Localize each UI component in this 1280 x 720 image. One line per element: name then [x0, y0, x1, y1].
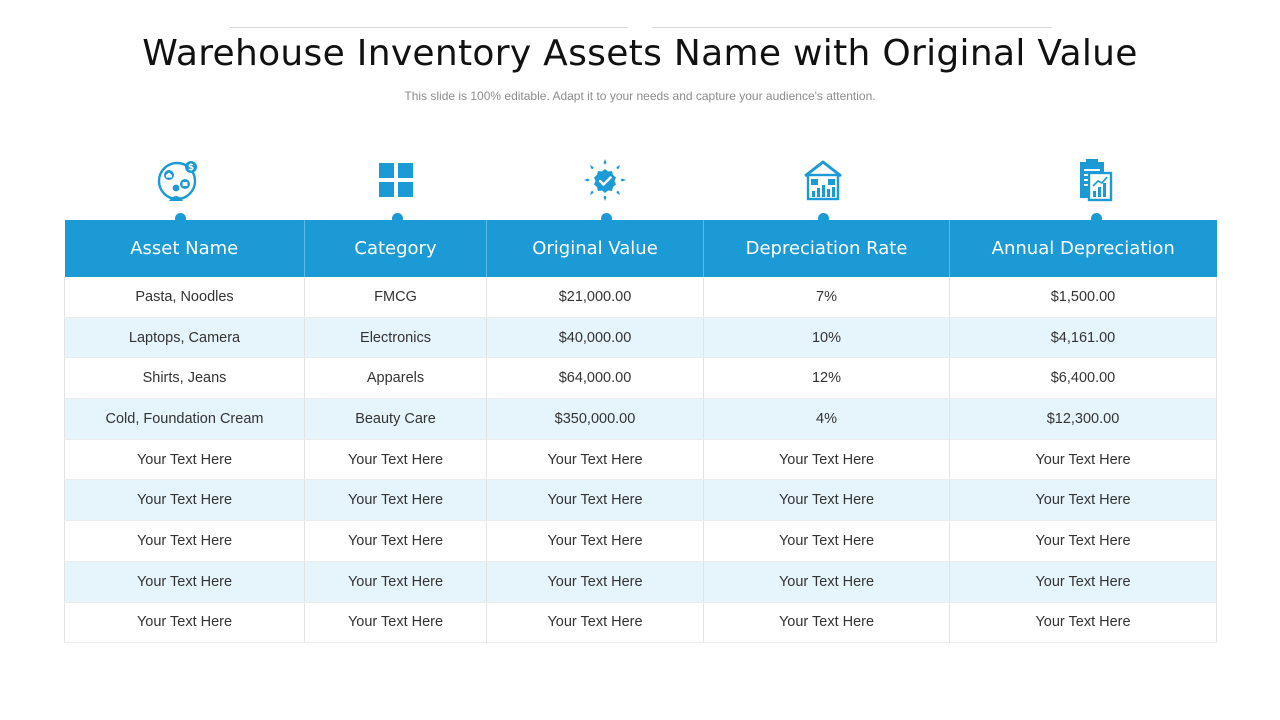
- cell-category: FMCG: [305, 277, 487, 317]
- cell-category: Your Text Here: [305, 480, 487, 521]
- category-grid-icon: [372, 156, 420, 204]
- cell-asset-name: Laptops, Camera: [65, 317, 305, 358]
- cell-original-value: $64,000.00: [487, 358, 704, 399]
- cell-category: Your Text Here: [305, 439, 487, 480]
- house-chart-icon: [799, 156, 847, 204]
- cell-annual-depreciation: Your Text Here: [950, 439, 1217, 480]
- cell-depreciation-rate: 10%: [704, 317, 950, 358]
- table-row: [65, 317, 1217, 358]
- cell-original-value: $40,000.00: [487, 317, 704, 358]
- cell-annual-depreciation: $1,500.00: [950, 277, 1217, 317]
- cell-asset-name: Shirts, Jeans: [65, 358, 305, 399]
- svg-text:$: $: [187, 163, 195, 174]
- cell-annual-depreciation: Your Text Here: [950, 480, 1217, 521]
- cell-depreciation-rate: Your Text Here: [704, 480, 950, 521]
- column-header-annual-depreciation: Annual Depreciation: [950, 220, 1217, 277]
- cell-category: Electronics: [305, 317, 487, 358]
- column-marker-dot: [818, 213, 829, 224]
- cell-annual-depreciation: Your Text Here: [950, 561, 1217, 602]
- table-header-row: [65, 220, 1217, 277]
- cell-annual-depreciation: Your Text Here: [950, 602, 1217, 643]
- table-row: [65, 277, 1217, 317]
- cell-category: Your Text Here: [305, 602, 487, 643]
- cell-category: Apparels: [305, 358, 487, 399]
- table-row: [65, 602, 1217, 643]
- page-title: Warehouse Inventory Assets Name with Original Value: [142, 33, 1138, 74]
- verified-badge-icon: [581, 156, 629, 204]
- asset-network-icon: [155, 156, 203, 204]
- cell-depreciation-rate: Your Text Here: [704, 439, 950, 480]
- title-divider-right: [652, 27, 1052, 28]
- cell-depreciation-rate: 12%: [704, 358, 950, 399]
- cell-asset-name: Cold, Foundation Cream: [65, 399, 305, 440]
- column-header-category: Category: [305, 220, 487, 277]
- cell-annual-depreciation: $6,400.00: [950, 358, 1217, 399]
- column-marker-dot: [175, 213, 186, 224]
- cell-category: Your Text Here: [305, 561, 487, 602]
- table-row: [65, 521, 1217, 562]
- cell-asset-name: Your Text Here: [65, 561, 305, 602]
- page-subtitle: This slide is 100% editable. Adapt it to your needs and capture your audience's attention.: [404, 89, 876, 103]
- cell-asset-name: Your Text Here: [65, 480, 305, 521]
- cell-asset-name: Your Text Here: [65, 602, 305, 643]
- cell-depreciation-rate: 4%: [704, 399, 950, 440]
- asset-table: [64, 220, 1217, 643]
- title-divider-left: [230, 27, 628, 28]
- cell-asset-name: Your Text Here: [65, 439, 305, 480]
- column-marker-dot: [392, 213, 403, 224]
- report-chart-icon: [1072, 156, 1120, 204]
- cell-original-value: $21,000.00: [487, 277, 704, 317]
- cell-depreciation-rate: Your Text Here: [704, 561, 950, 602]
- column-header-depreciation-rate: Depreciation Rate: [704, 220, 950, 277]
- cell-annual-depreciation: Your Text Here: [950, 521, 1217, 562]
- cell-category: Your Text Here: [305, 521, 487, 562]
- cell-asset-name: Your Text Here: [65, 521, 305, 562]
- table-row: [65, 561, 1217, 602]
- cell-original-value: Your Text Here: [487, 602, 704, 643]
- cell-depreciation-rate: Your Text Here: [704, 521, 950, 562]
- cell-depreciation-rate: Your Text Here: [704, 602, 950, 643]
- cell-original-value: Your Text Here: [487, 480, 704, 521]
- cell-original-value: Your Text Here: [487, 439, 704, 480]
- table-row: [65, 480, 1217, 521]
- cell-asset-name: Pasta, Noodles: [65, 277, 305, 317]
- table-row: [65, 439, 1217, 480]
- cell-original-value: $350,000.00: [487, 399, 704, 440]
- cell-annual-depreciation: $4,161.00: [950, 317, 1217, 358]
- table-row: [65, 399, 1217, 440]
- column-marker-dot: [601, 213, 612, 224]
- cell-original-value: Your Text Here: [487, 521, 704, 562]
- column-marker-dot: [1091, 213, 1102, 224]
- cell-depreciation-rate: 7%: [704, 277, 950, 317]
- column-header-asset-name: Asset Name: [65, 220, 305, 277]
- cell-annual-depreciation: $12,300.00: [950, 399, 1217, 440]
- table-row: [65, 358, 1217, 399]
- column-header-original-value: Original Value: [487, 220, 704, 277]
- cell-original-value: Your Text Here: [487, 561, 704, 602]
- cell-category: Beauty Care: [305, 399, 487, 440]
